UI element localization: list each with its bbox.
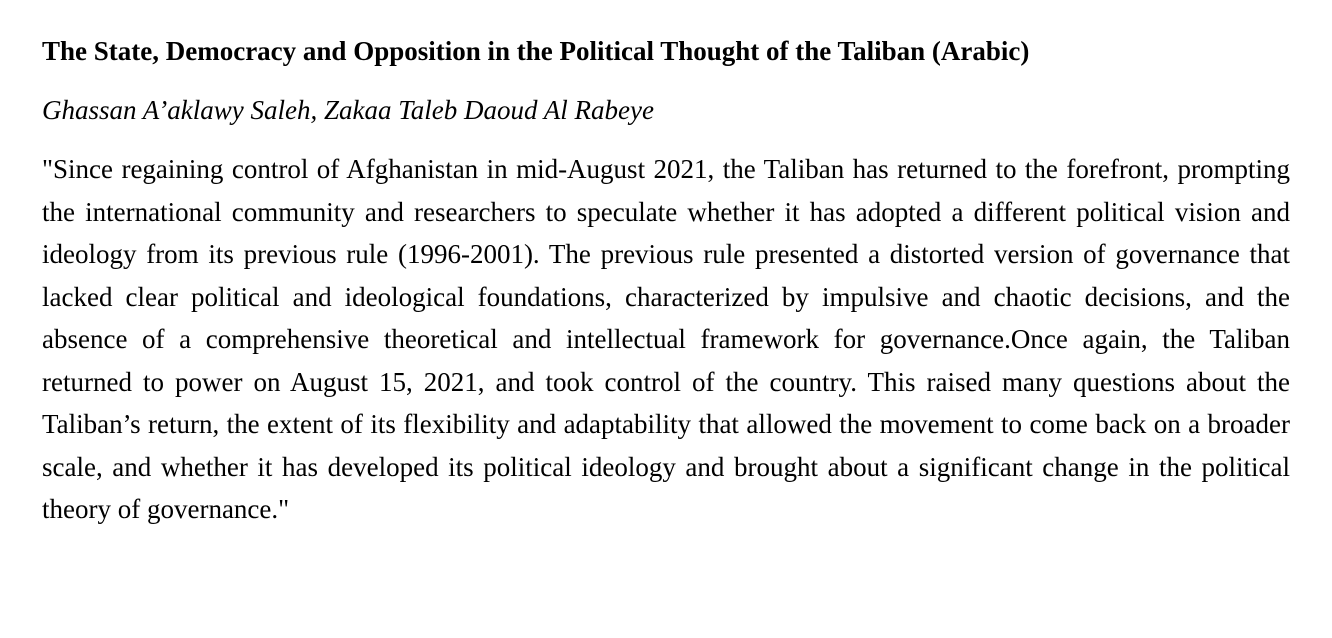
publication-abstract: "Since regaining control of Afghanistan in mid-August 2021, the Taliban has returned to the forefront, prompting the international community and researchers to speculate whether it has adopted a different political vision and ideology from its previous rule (1996-2001). The previous rule presented a distorted version of governance that lacked clear political and ideological foundations, characterized by impulsive and chaotic decisions, and the absence of a comprehensive theoretical and intellectual framework for governance.Once again, the Taliban returned to power on August 15, 2021, and took control of the country. This raised many questions about the Taliban’s return, the extent of its flexibility and adaptability that allowed the movement to come back on a broader scale, and whether it has developed its political ideology and brought about a significant change in the political theory of governance." [42,154,1290,524]
publication-authors: Ghassan A’aklawy Saleh, Zakaa Taleb Daoud Al Rabeye [42,95,654,125]
publication-title: The State, Democracy and Opposition in the Political Thought of the Taliban (Arabic) [42,36,1030,66]
publication-entry [42,30,1290,531]
